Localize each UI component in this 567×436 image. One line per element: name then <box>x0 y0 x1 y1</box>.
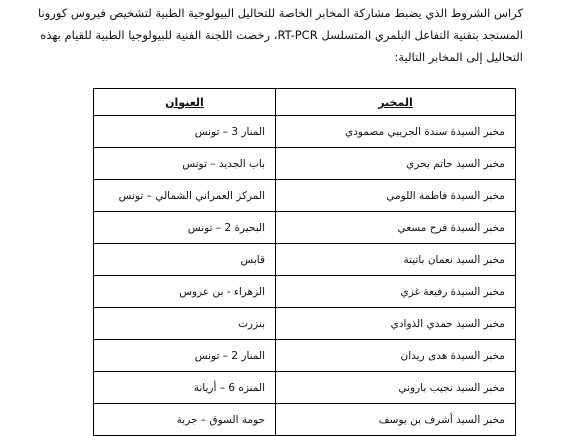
table-row <box>94 212 516 244</box>
intro-line: المستجد بتقنية التفاعل البلمري المتسلسل RT-PCR، رخصت اللجنة الفنية للبيولوجيا الطبية للقيام بهذه <box>40 28 523 42</box>
address-cell: باب الجديد – تونس <box>94 148 276 180</box>
lab-name-cell: مخبر السيد أشرف بن يوسف <box>276 404 516 436</box>
lab-name-cell: مخبر السيدة فاطمة اللومي <box>276 180 516 212</box>
table-row <box>94 244 516 276</box>
intro-line: التحاليل إلى المخابر التالية: <box>394 50 523 64</box>
lab-name-cell: مخبر السيدة فرح مسعي <box>276 212 516 244</box>
address-cell: المنار 2 – تونس <box>94 340 276 372</box>
table-row <box>94 340 516 372</box>
column-header-lab-label: المخبر <box>378 95 413 109</box>
column-header-lab <box>276 89 516 116</box>
column-header-address <box>94 89 276 116</box>
labs-table <box>93 88 516 436</box>
lab-name-cell: مخبر السيد نجيب باروني <box>276 372 516 404</box>
lab-name-cell: مخبر السيد حاتم بحري <box>276 148 516 180</box>
intro-line: كراس الشروط الذي يضبط مشاركة المخابر الخاصة للتحاليل البيولوجية الطبية لتشخيص فيروس كورونا <box>38 6 523 20</box>
column-header-address-label: العنوان <box>165 95 204 109</box>
table-row <box>94 116 516 148</box>
address-cell: الزهراء - بن عروس <box>94 276 276 308</box>
address-cell: بنزرت <box>94 308 276 340</box>
lab-name-cell: مخبر السيدة سندة الجريبي مصمودي <box>276 116 516 148</box>
address-cell: البحيرة 2 – تونس <box>94 212 276 244</box>
address-cell: قابس <box>94 244 276 276</box>
table-row <box>94 404 516 436</box>
lab-name-cell: مخبر السيدة رفيعة غزي <box>276 276 516 308</box>
table-row <box>94 180 516 212</box>
address-cell: المركز العمراني الشمالي – تونس <box>94 180 276 212</box>
table-row <box>94 308 516 340</box>
table-header-row <box>94 89 516 116</box>
table-row <box>94 148 516 180</box>
table-row <box>94 276 516 308</box>
address-cell: المنزه 6 – أريانة <box>94 372 276 404</box>
address-cell: حومة السوق – جربة <box>94 404 276 436</box>
lab-name-cell: مخبر السيد نعمان باتيتة <box>276 244 516 276</box>
lab-name-cell: مخبر السيدة هدى ريدان <box>276 340 516 372</box>
address-cell: المنار 3 – تونس <box>94 116 276 148</box>
intro-paragraph <box>36 2 523 68</box>
table-row <box>94 372 516 404</box>
lab-name-cell: مخبر السيد حمدي الذوادي <box>276 308 516 340</box>
